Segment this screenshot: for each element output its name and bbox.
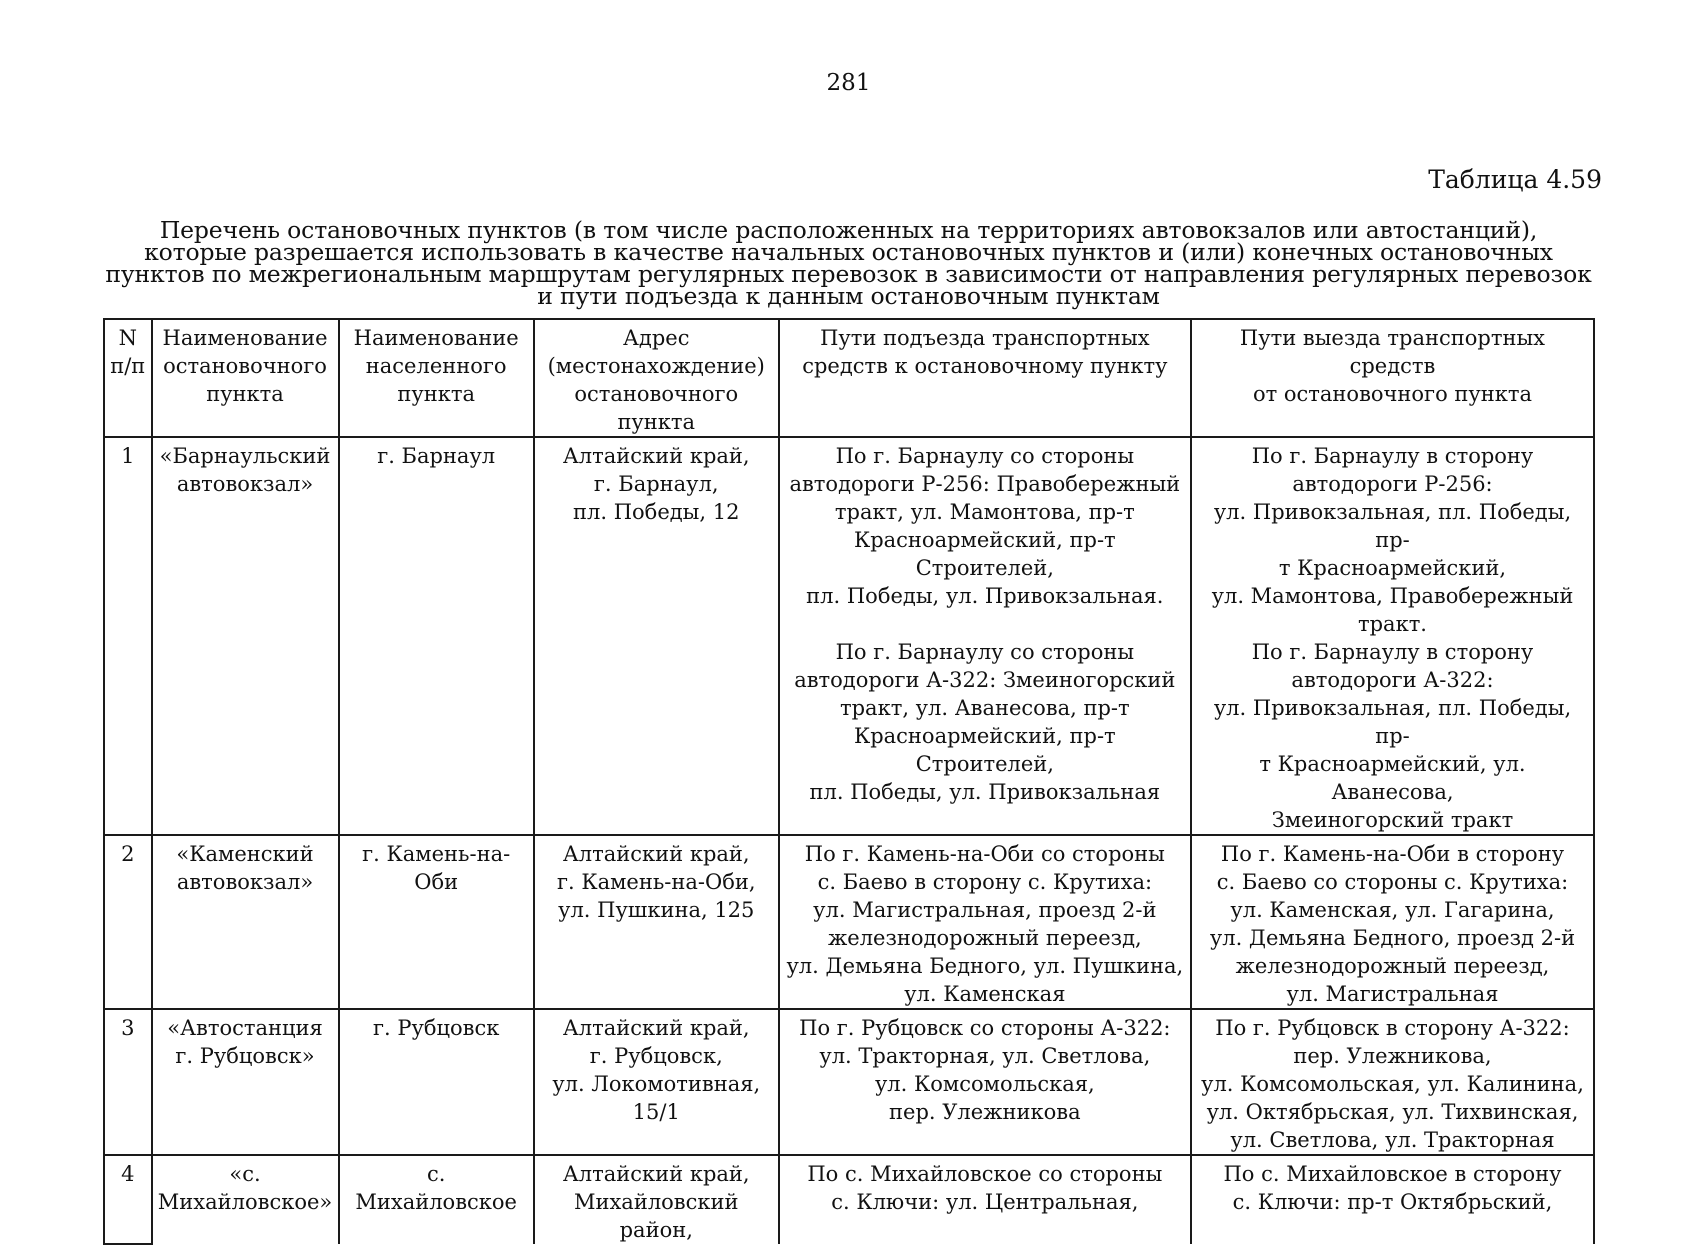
header-num: N п/п [104, 319, 152, 437]
table-row [104, 835, 1594, 1009]
header-settlement: Наименование населенного пункта [339, 319, 534, 437]
row-settlement: г. Барнаул [339, 437, 534, 835]
exit-route-a322: По г. Барнаулу в сторону автодороги А-322: ул. Привокзальная, пл. Победы, пр- т Красноармейский, ул. Аванесова, Змеиногорский тракт [1213, 640, 1572, 832]
row-num: 4 [104, 1155, 152, 1244]
row-entry-route: По г. Рубцовск со стороны А-322: ул. Тракторная, ул. Светлова, ул. Комсомольская, пер. Улежникова [779, 1009, 1191, 1155]
table-row [104, 1009, 1594, 1155]
row-settlement: с. Михайловское [339, 1155, 534, 1244]
exit-route-p256: По г. Барнаулу в сторону автодороги Р-256: ул. Привокзальная, пл. Победы, пр- т Красноармейский, ул. Мамонтова, Правобережный тракт. [1211, 444, 1574, 636]
row-address: Алтайский край, Михайловский район, [534, 1155, 779, 1244]
row-stop-name: «Барнаульский автовокзал» [152, 437, 339, 835]
row-exit-route: По г. Камень-на-Оби в сторону с. Баево со стороны с. Крутиха: ул. Каменская, ул. Гагарина, ул. Демьяна Бедного, проезд 2-й железнодорожный переезд, ул. Магистральная [1191, 835, 1594, 1009]
table-row [104, 437, 1594, 835]
row-settlement: г. Рубцовск [339, 1009, 534, 1155]
row-exit-route [1191, 437, 1594, 835]
row-exit-route: По г. Рубцовск в сторону А-322: пер. Улежникова, ул. Комсомольская, ул. Калинина, ул. Октябрьская, ул. Тихвинская, ул. Светлова, ул. Тракторная [1191, 1009, 1594, 1155]
entry-route-p256: По г. Барнаулу со стороны автодороги Р-256: Правобережный тракт, ул. Мамонтова, пр-т Красноармейский, пр-т Строителей, пл. Победы, ул. Привокзальная. [789, 444, 1181, 608]
stops-table [103, 318, 1595, 1245]
row-entry-route: По с. Михайловское со стороны с. Ключи: ул. Центральная, [779, 1155, 1191, 1244]
row-num: 3 [104, 1009, 152, 1155]
table-header-row [104, 319, 1594, 437]
row-stop-name: «Автостанция г. Рубцовск» [152, 1009, 339, 1155]
entry-route-a322: По г. Барнаулу со стороны автодороги А-322: Змеиногорский тракт, ул. Аванесова, пр-т Красноармейский, пр-т Строителей, пл. Победы, ул. Привокзальная [794, 640, 1176, 804]
row-settlement: г. Камень-на- Оби [339, 835, 534, 1009]
row-address: Алтайский край, г. Рубцовск, ул. Локомотивная, 15/1 [534, 1009, 779, 1155]
row-address: Алтайский край, г. Барнаул, пл. Победы, 12 [534, 437, 779, 835]
row-address: Алтайский край, г. Камень-на-Оби, ул. Пушкина, 125 [534, 835, 779, 1009]
row-exit-route: По с. Михайловское в сторону с. Ключи: пр-т Октябрьский, [1191, 1155, 1594, 1244]
row-num: 2 [104, 835, 152, 1009]
table-label: Таблица 4.59 [1428, 165, 1602, 194]
header-exit-route: Пути выезда транспортных средств от остановочного пункта [1191, 319, 1594, 437]
paragraph-gap [784, 610, 1186, 638]
header-entry-route: Пути подъезда транспортных средств к остановочному пункту [779, 319, 1191, 437]
header-address: Адрес (местонахождение) остановочного пункта [534, 319, 779, 437]
row-stop-name: «Каменский автовокзал» [152, 835, 339, 1009]
row-num: 1 [104, 437, 152, 835]
header-stop-name: Наименование остановочного пункта [152, 319, 339, 437]
row-stop-name: «с. Михайловское» [152, 1155, 339, 1244]
document-title: Перечень остановочных пунктов (в том числе расположенных на территориях автовокзалов или автостанций), которые разрешается использовать в качестве начальных остановочных пунктов и (или) конечных остановочных пунктов по межрегиональным маршрутам регулярных перевозок в зависимости от направления регулярных перевозок и пути подъезда к данным остановочным пунктам [105, 216, 1592, 310]
row-entry-route [779, 437, 1191, 835]
row-entry-route: По г. Камень-на-Оби со стороны с. Баево в сторону с. Крутиха: ул. Магистральная, проезд 2-й железнодорожный переезд, ул. Демьяна Бедного, ул. Пушкина, ул. Каменская [779, 835, 1191, 1009]
page-number: 281 [826, 70, 871, 96]
